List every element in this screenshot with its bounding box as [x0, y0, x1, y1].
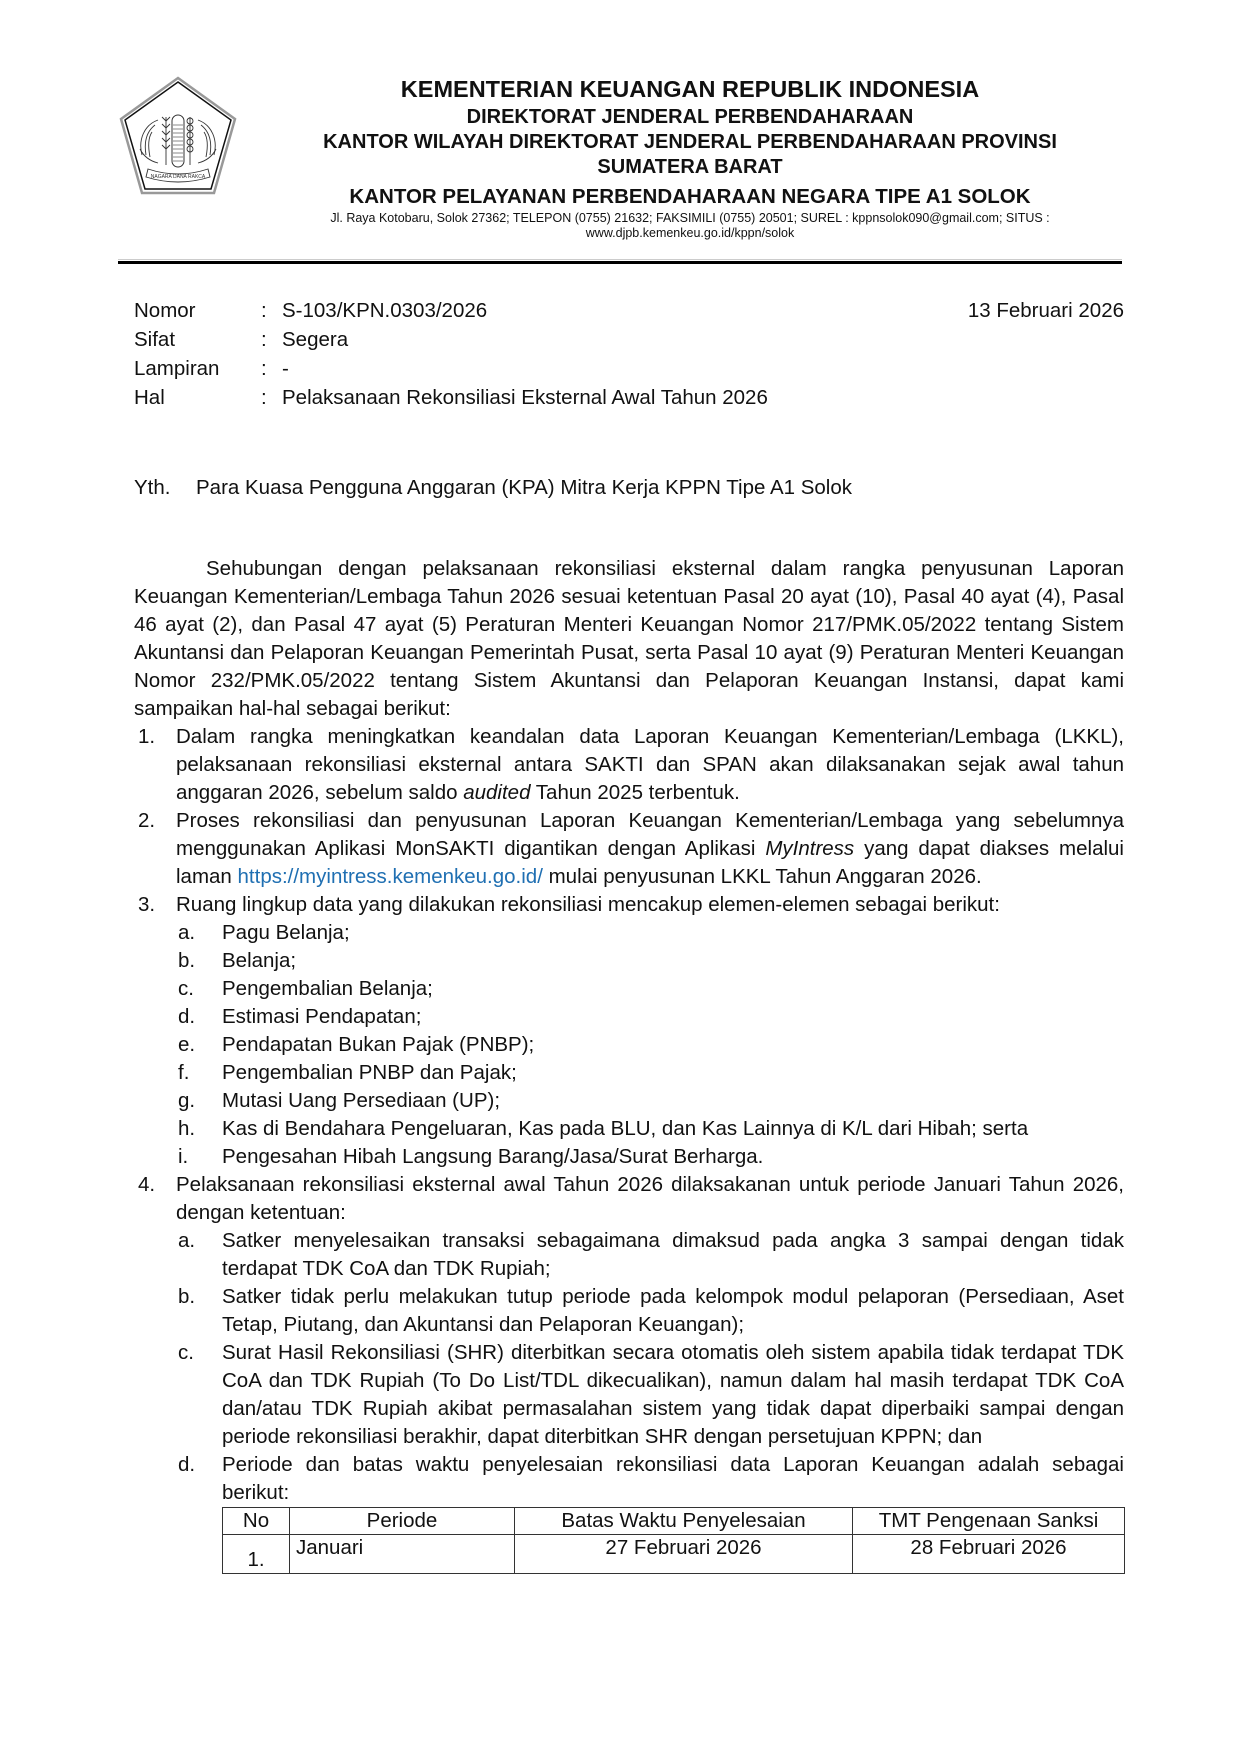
- sub-list-item: b. Belanja;: [178, 949, 297, 972]
- letter-body: [134, 555, 1124, 1574]
- list-item: 4. Pelaksanaan rekonsiliasi eksternal awal Tahun 2026 dilaksakanan untuk periode Januari Tahun 2026, dengan ketentuan: a. Satker menyelesaikan transaksi sebagaimana dimaksud pada angka 3 sampai dengan tidak terdapat TDK CoA dan TDK Rupiah; b. Satker tidak perlu melakukan tutup periode pada kelompok modul pelaporan (Persediaan, Aset Tetap, Piutang, dan Akuntansi dan Pelaporan Keuangan); c. Surat Hasil Rekonsiliasi (SHR) diterbitkan secara otomatis oleh sistem apabila tidak terdapat TDK CoA dan TDK Rupiah (To Do List/TDL dikecualikan), namun dalam hal masih terdapat TDK CoA dan/atau TDK Rupiah akibat permasalahan sistem yang tidak dapat diperbaiki sampai dengan periode rekonsiliasi berakhir, dapat diterbitkan SHR dengan persetujuan KPPN; dan d. Periode dan batas waktu penyelesaian rekonsiliasi data Laporan Keuangan adalah sebagai berikut:: [134, 1171, 1124, 1507]
- recipient: [134, 473, 852, 502]
- meta-label: Lampiran: [134, 357, 220, 380]
- sub-list: [176, 1227, 1124, 1507]
- letterhead: [250, 74, 1130, 241]
- sub-list-item: c. Pengembalian Belanja;: [178, 977, 433, 1000]
- list-item: 2. Proses rekonsiliasi dan penyusunan Laporan Keuangan Kementerian/Lembaga yang sebelumnya menggunakan Aplikasi MonSAKTI digantikan dengan Aplikasi MyIntress yang dapat diakses melalui laman https://myintress.kemenkeu.go.id/ mulai penyusunan LKKL Tahun Anggaran 2026.: [138, 809, 1124, 888]
- sub-list-item: i. Pengesahan Hibah Langsung Barang/Jasa/Surat Berharga.: [178, 1145, 764, 1168]
- cell-tmt-sanksi: 28 Februari 2026: [853, 1535, 1125, 1574]
- column-header-periode: Periode: [290, 1508, 515, 1535]
- letter-subject: Pelaksanaan Rekonsiliasi Eksternal Awal Tahun 2026: [282, 386, 768, 409]
- column-header-tmt-sanksi: TMT Pengenaan Sanksi: [853, 1508, 1125, 1535]
- list-marker: 4.: [138, 1173, 156, 1196]
- svg-text:NAGARA DANA RAKCA: NAGARA DANA RAKCA: [150, 174, 206, 180]
- meta-label: Hal: [134, 386, 165, 409]
- letter-number: S-103/KPN.0303/2026: [282, 299, 488, 322]
- column-header-batas-waktu: Batas Waktu Penyelesaian: [515, 1508, 853, 1535]
- letter-nature: Segera: [282, 328, 349, 351]
- province-name: SUMATERA BARAT: [597, 156, 783, 178]
- main-list: [134, 723, 1124, 1507]
- table-header-row: [223, 1508, 1125, 1535]
- list-marker: 3.: [138, 893, 156, 916]
- sub-list-item: b. Satker tidak perlu melakukan tutup periode pada kelompok modul pelaporan (Persediaan, Aset Tetap, Piutang, dan Akuntansi dan Pelaporan Keuangan);: [178, 1285, 1124, 1336]
- list-item: 1. Dalam rangka meningkatkan keandalan data Laporan Keuangan Kementerian/Lembaga (LKKL), pelaksanaan rekonsiliasi eksternal antara SAKTI dan SPAN akan dilaksanakan sejak awal tahun anggaran 2026, sebelum saldo audited Tahun 2025 terbentuk.: [138, 725, 1124, 804]
- office-address: Jl. Raya Kotobaru, Solok 27362; TELEPON (0755) 21632; FAKSIMILI (0755) 20501; SUREL : kppnsolok090@gmail.com; SITUS : www.djpb.kemenkeu.go.id/kppn/solok: [330, 211, 1050, 240]
- sub-list-item: f. Pengembalian PNBP dan Pajak;: [178, 1061, 517, 1084]
- myintress-link[interactable]: https://myintress.kemenkeu.go.id/: [237, 865, 543, 888]
- kemenkeu-emblem-icon: [118, 75, 238, 205]
- office-name: KANTOR PELAYANAN PERBENDAHARAAN NEGARA TIPE A1 SOLOK: [349, 185, 1031, 208]
- meta-row-nomor: [134, 296, 1124, 325]
- sub-list: [176, 919, 1124, 1171]
- directorate-name: DIREKTORAT JENDERAL PERBENDAHARAAN: [466, 106, 914, 128]
- sub-list-item: d. Estimasi Pendapatan;: [178, 1005, 422, 1028]
- letterhead-divider-thin: [118, 259, 1122, 260]
- meta-colon: :: [261, 328, 267, 351]
- intro-paragraph: Sehubungan dengan pelaksanaan rekonsiliasi eksternal dalam rangka penyusunan Laporan Keuangan Kementerian/Lembaga Tahun 2026 sesuai ketentuan Pasal 20 ayat (10), Pasal 40 ayat (4), Pasal 46 ayat (2), dan Pasal 47 ayat (5) Peraturan Menteri Keuangan Nomor 217/PMK.05/2022 tentang Sistem Akuntansi dan Pelaporan Keuangan Pemerintah Pusat, serta Pasal 10 ayat (9) Peraturan Menteri Keuangan Nomor 232/PMK.05/2022 tentang Sistem Akuntansi dan Pelaporan Keuangan Instansi, dapat kami sampaikan hal-hal sebagai berikut:: [134, 557, 1124, 720]
- regional-office-name: KANTOR WILAYAH DIREKTORAT JENDERAL PERBENDAHARAAN PROVINSI: [323, 131, 1057, 153]
- sub-list-item: e. Pendapatan Bukan Pajak (PNBP);: [178, 1033, 535, 1056]
- letterhead-divider: [118, 261, 1122, 264]
- cell-no: 1.: [223, 1535, 290, 1574]
- cell-batas-waktu: 27 Februari 2026: [515, 1535, 853, 1574]
- meta-label: Nomor: [134, 299, 196, 322]
- sub-list-item: d. Periode dan batas waktu penyelesaian rekonsiliasi data Laporan Keuangan adalah sebagai berikut:: [178, 1453, 1124, 1504]
- sub-list-item: a. Pagu Belanja;: [178, 921, 350, 944]
- cell-periode: Januari: [290, 1535, 515, 1574]
- sub-list-item: c. Surat Hasil Rekonsiliasi (SHR) diterbitkan secara otomatis oleh sistem apabila tidak terdapat TDK CoA dan TDK Rupiah (To Do List/TDL dikecualikan), namun dalam hal masih terdapat TDK CoA dan/atau TDK Rupiah akibat permasalahan sistem yang tidak dapat diperbaiki sampai dengan periode rekonsiliasi berakhir, dapat diterbitkan SHR dengan persetujuan KPPN; dan: [178, 1341, 1124, 1448]
- sub-list-item: h. Kas di Bendahara Pengeluaran, Kas pada BLU, dan Kas Lainnya di K/L dari Hibah; serta: [178, 1117, 1029, 1140]
- schedule-table: [222, 1507, 1125, 1574]
- meta-row-lampiran: [134, 354, 1124, 383]
- letter-meta: [134, 296, 1124, 412]
- ministry-name: KEMENTERIAN KEUANGAN REPUBLIK INDONESIA: [400, 76, 980, 102]
- italic-term: audited: [463, 781, 531, 804]
- meta-colon: :: [261, 357, 267, 380]
- table-row: [223, 1535, 1125, 1574]
- meta-row-hal: [134, 383, 1124, 412]
- meta-label: Sifat: [134, 328, 176, 351]
- recipient-name: Para Kuasa Pengguna Anggaran (KPA) Mitra Kerja KPPN Tipe A1 Solok: [196, 476, 852, 499]
- meta-row-sifat: [134, 325, 1124, 354]
- recipient-prefix: Yth.: [134, 476, 171, 499]
- column-header-no: No: [223, 1508, 290, 1535]
- list-marker: 1.: [138, 725, 156, 748]
- sub-list-item: g. Mutasi Uang Persediaan (UP);: [178, 1089, 501, 1112]
- list-marker: 2.: [138, 809, 156, 832]
- meta-colon: :: [261, 299, 267, 322]
- letter-attachment: -: [282, 357, 289, 380]
- sub-list-item: a. Satker menyelesaikan transaksi sebagaimana dimaksud pada angka 3 sampai dengan tidak terdapat TDK CoA dan TDK Rupiah;: [178, 1229, 1124, 1280]
- letter-date: 13 Februari 2026: [967, 299, 1124, 322]
- italic-term: MyIntress: [765, 837, 855, 860]
- meta-colon: :: [261, 386, 267, 409]
- list-item: 3. Ruang lingkup data yang dilakukan rekonsiliasi mencakup elemen-elemen sebagai berikut: a. Pagu Belanja; b. Belanja; c. Pengembalian Belanja; d. Estimasi Pendapatan; e. Pendapatan Bukan Pajak (PNBP); f. Pengembalian PNBP dan Pajak; g. Mutasi Uang Persediaan (UP); h. Kas di Bendahara Pengeluaran, Kas pada BLU, dan Kas Lainnya di K/L dari Hibah; serta i. Pengesahan Hibah Langsung Barang/Jasa/Surat Berharga.: [134, 891, 1124, 1171]
